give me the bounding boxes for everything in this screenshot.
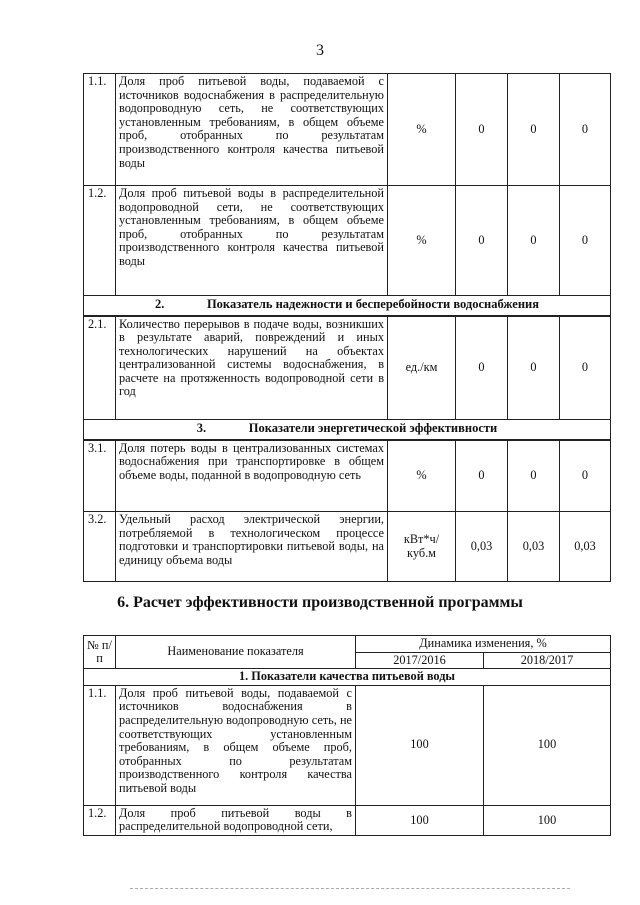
row-value-2018-2017: 100 [484,685,611,805]
efficiency-table [83,635,611,836]
row-value-3: 0 [560,440,611,512]
row-value-2017-2016: 100 [356,805,484,835]
table-row [84,316,611,420]
row-number: 1.1. [84,74,116,186]
section-title [84,296,611,316]
table-row [84,512,611,582]
section-row [84,296,611,316]
row-value-2018-2017: 100 [484,805,611,835]
section-label: Показатели энергетической эффективности [248,421,498,436]
row-unit: % [388,74,456,186]
row-number: 3.2. [84,512,116,582]
table-row [84,74,611,186]
row-value-1: 0,03 [456,512,508,582]
row-value-3: 0 [560,74,611,186]
row-value-1: 0 [456,186,508,296]
row-description: Удельный расход электрической энергии, потребляемой в технологическом процессе подготовки и транспортировки питьевой воды, на единицу объема воды [116,512,388,582]
row-description: Количество перерывов в подаче воды, возникших в результате аварий, повреждений и иных технологических нарушений на объектах централизованной системы водоснабжения, в расчете на протяженность водопроводной сети в год [116,316,388,420]
header-num: № п/п [84,636,116,669]
row-value-2017-2016: 100 [356,685,484,805]
row-description: Доля проб питьевой воды в распределительной водопроводной сети, не соответствующих установленным требованиям, в общем объеме проб, отобранных по результатам производственного контроля качества питьевой воды [116,186,388,296]
section-title [84,420,611,440]
table-header-row [84,636,611,653]
row-unit: ед./км [388,316,456,420]
header-name: Наименование показателя [116,636,356,669]
table-row [84,805,611,835]
header-col2: 2018/2017 [484,652,611,669]
row-value-1: 0 [456,440,508,512]
row-value-2: 0,03 [508,512,560,582]
row-unit: % [388,186,456,296]
header-dynamics: Динамика изменения, % [356,636,611,653]
row-description: Доля проб питьевой воды, подаваемой с источников водоснабжения в распределительную водопроводную сеть, не соответствующих установленным требованиям, в общем объеме проб, отобранных по результатам производственного контроля качества питьевой воды [116,74,388,186]
row-number: 2.1. [84,316,116,420]
page-footer-divider [130,888,570,889]
section-label: Показатель надежности и бесперебойности водоснабжения [206,297,540,312]
section-row [84,420,611,440]
row-number: 1.1. [84,685,116,805]
section-title: 1. Показатели качества питьевой воды [84,669,611,686]
table-row [84,440,611,512]
indicators-table [83,73,611,582]
row-value-3: 0 [560,316,611,420]
row-unit: кВт*ч/ куб.м [388,512,456,582]
row-value-2: 0 [508,316,560,420]
section6-title: 6. Расчет эффективности производственной программы [117,594,523,611]
section-number: 3. [196,421,207,436]
row-number: 1.2. [84,186,116,296]
row-number: 3.1. [84,440,116,512]
row-description: Доля проб питьевой воды в распределительной водопроводной сети, [116,805,356,835]
row-description: Доля потерь воды в централизованных системах водоснабжения при транспортировке в общем объеме воды, поданной в водопроводную сеть [116,440,388,512]
row-value-1: 0 [456,74,508,186]
section-row [84,669,611,686]
row-value-3: 0 [560,186,611,296]
row-number: 1.2. [84,805,116,835]
table-row [84,186,611,296]
row-value-2: 0 [508,186,560,296]
row-value-1: 0 [456,316,508,420]
row-value-2: 0 [508,440,560,512]
header-col1: 2017/2016 [356,652,484,669]
row-unit: % [388,440,456,512]
row-description: Доля проб питьевой воды, подаваемой с источников водоснабжения в распределительную водопроводную сеть, не соответствующих установленным требованиям, в общем объеме проб, отобранных по результатам производственного контроля качества питьевой воды [116,685,356,805]
table-row [84,685,611,805]
section-number: 2. [154,297,165,312]
row-value-3: 0,03 [560,512,611,582]
row-value-2: 0 [508,74,560,186]
page-number: 3 [316,42,324,59]
